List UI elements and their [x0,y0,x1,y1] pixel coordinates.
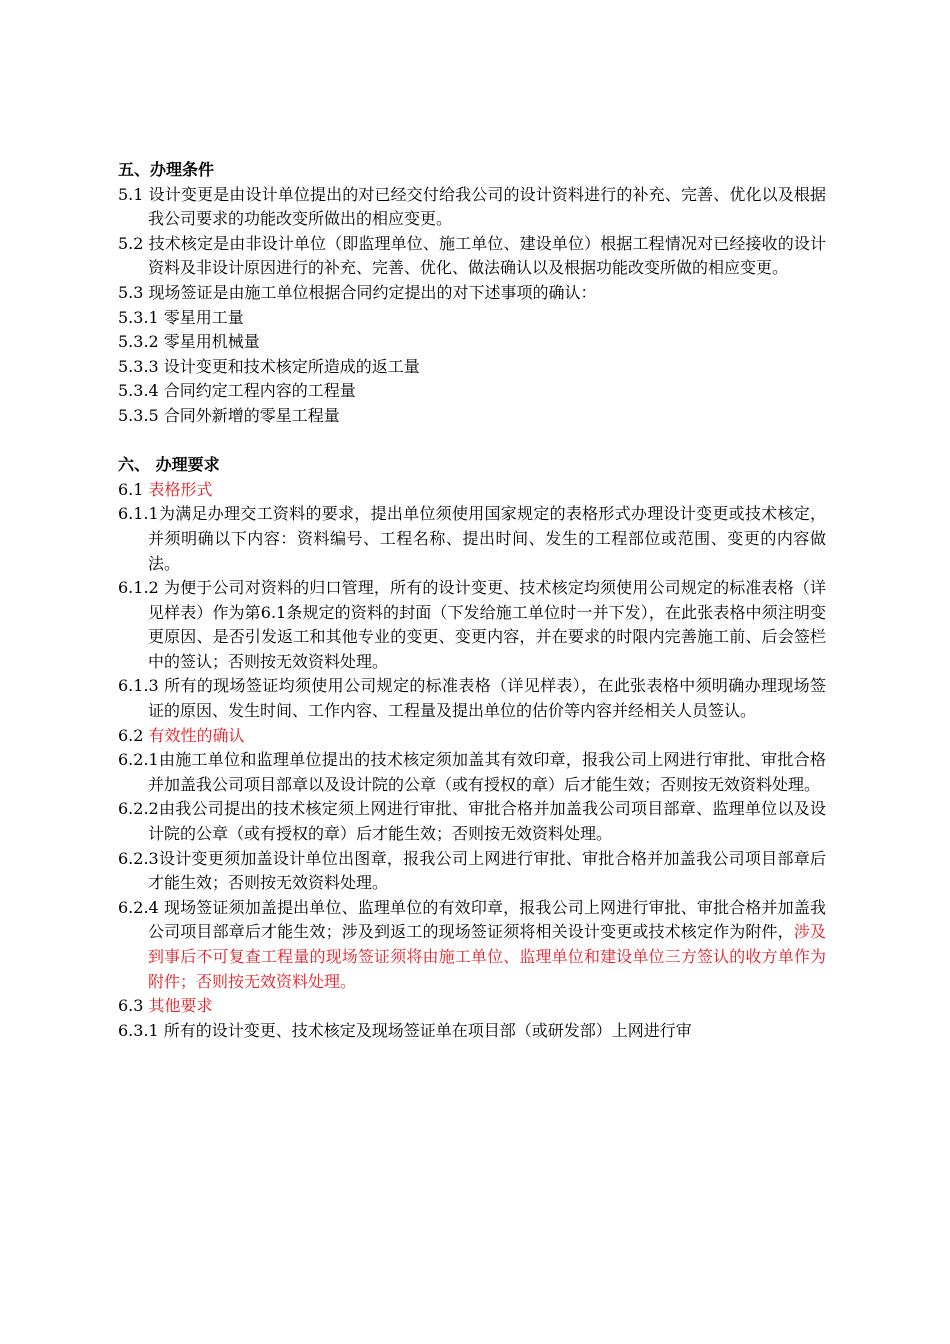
clause-5-3-4: 5.3.4 合同约定工程内容的工程量 [118,381,356,401]
subsection-6-3-title: 其他要求 [148,996,213,1016]
clause-5-1: 5.1 设计变更是由设计单位提出的对已经交付给我公司的设计资料进行的补充、完善、优化以及根据我公司要求的功能改变所做出的相应变更。 [118,184,826,229]
section-spacer [118,429,826,454]
document-page [118,158,826,1043]
clause-5-3-5: 5.3.5 合同外新增的零星工程量 [118,405,340,425]
clause-6-2-1: 6.2.1由施工单位和监理单位提出的技术核定须加盖其有效印章，报我公司上网进行审批、审批合格并加盖我公司项目部章以及设计院的公章（或有授权的章）后才能生效；否则按无效资料处理。 [118,750,826,794]
section-5-heading: 五、办理条件 [118,160,215,179]
clause-5-3-1: 5.3.1 零星用工量 [118,307,244,327]
subsection-6-3-number: 6.3 [118,996,149,1016]
subsection-6-3-heading [118,994,826,1019]
clause-6-1-2: 6.1.2 为便于公司对资料的归口管理，所有的设计变更、技术核定均须使用公司规定的标准表格（详见样表）作为第6.1条规定的资料的封面（下发给施工单位时一并下发），在此张表格中须注明变更原因、是否引发返工和其他专业的变更、变更内容，并在要求的时限内完善施工前、后会签栏中的签认；否则按无效资料处理。 [118,578,826,671]
clause-6-1-3: 6.1.3 所有的现场签证均须使用公司规定的标准表格（详见样表），在此张表格中须明确办理现场签证的原因、发生时间、工作内容、工程量及提出单位的估价等内容并经相关人员签认。 [118,676,826,721]
clause-5-3-3: 5.3.3 设计变更和技术核定所造成的返工量 [118,356,420,376]
section-6-heading: 六、 办理要求 [118,455,220,475]
subsection-6-1-heading [118,478,826,503]
clause-6-2-2: 6.2.2由我公司提出的技术核定须上网进行审批、审批合格并加盖我公司项目部章、监理单位以及设计院的公章（或有授权的章）后才能生效；否则按无效资料处理。 [118,799,826,844]
clause-6-2-4-text: 6.2.4 现场签证须加盖提出单位、监理单位的有效印章，报我公司上网进行审批、审批合格并加盖我公司项目部章后才能生效；涉及到返工的现场签证须将相关设计变更或技术核定作为附件， [118,897,826,942]
clause-6-2-4 [118,896,826,994]
subsection-6-2-title: 有效性的确认 [148,725,245,745]
clause-5-2: 5.2 技术核定是由非设计单位（即监理单位、施工单位、建设单位）根据工程情况对已经接收的设计资料及非设计原因进行的补充、完善、优化、做法确认以及根据功能改变所做的相应变更。 [118,233,826,278]
clause-6-2-3: 6.2.3设计变更须加盖设计单位出图章，报我公司上网进行审批、审批合格并加盖我公司项目部章后才能生效；否则按无效资料处理。 [118,848,826,893]
clause-6-2-4-highlight: 涉及到事后不可复查工程量的现场签证须将由施工单位、监理单位和建设单位三方签认的收方单作为附件；否则按无效资料处理。 [148,922,826,991]
subsection-6-1-title: 表格形式 [148,479,213,499]
clause-5-3-2: 5.3.2 零星用机械量 [118,332,260,352]
subsection-6-2-number: 6.2 [118,725,149,745]
subsection-6-2-heading [118,724,826,749]
clause-6-1-1: 6.1.1为满足办理交工资料的要求，提出单位须使用国家规定的表格形式办理设计变更或技术核定，并须明确以下内容：资料编号、工程名称、提出时间、发生的工程部位或范围、变更的内容做法。 [118,504,826,573]
subsection-6-1-number: 6.1 [118,479,149,499]
clause-5-3: 5.3 现场签证是由施工单位根据合同约定提出的对下述事项的确认： [118,282,597,302]
clause-6-3-1: 6.3.1 所有的设计变更、技术核定及现场签证单在项目部（或研发部）上网进行审 [118,1020,692,1040]
